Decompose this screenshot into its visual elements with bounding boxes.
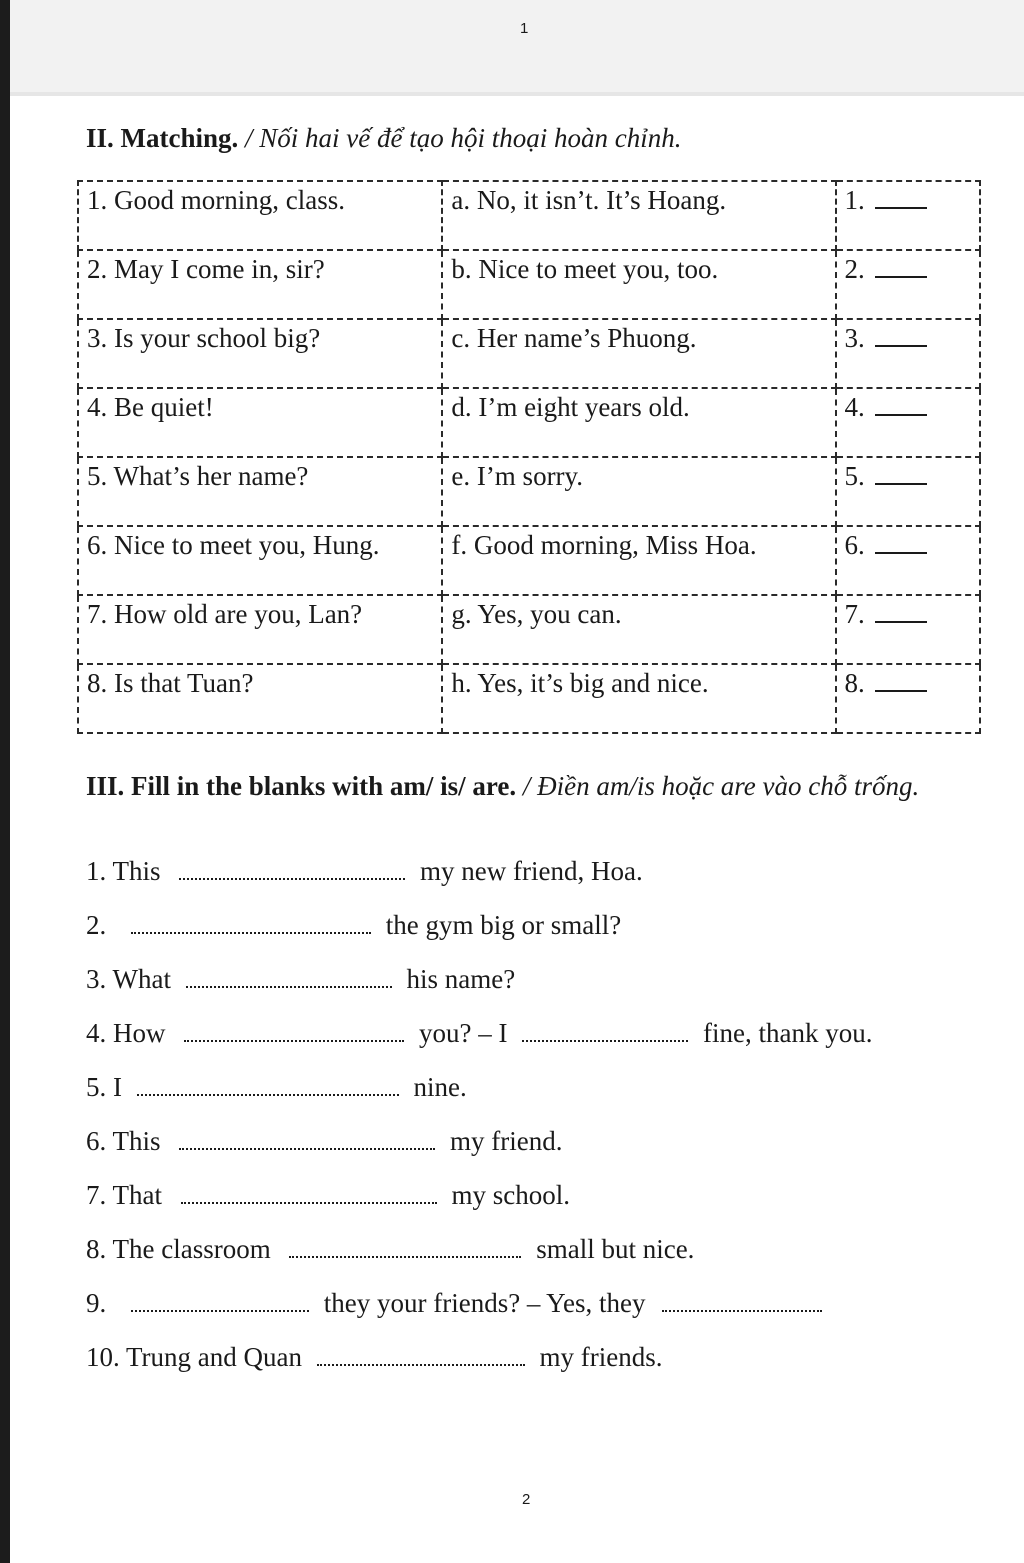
answer-cell[interactable] bbox=[836, 526, 981, 595]
table-row bbox=[78, 526, 980, 595]
blank-field[interactable] bbox=[181, 1182, 437, 1204]
answer-cell[interactable] bbox=[836, 250, 981, 319]
item-text: nine. bbox=[413, 1072, 467, 1102]
table-row bbox=[78, 181, 980, 250]
section-3-instruction: / Điền am/is hoặc are vào chỗ trống. bbox=[516, 771, 920, 801]
answer-number: 7. bbox=[844, 599, 865, 629]
table-row bbox=[78, 319, 980, 388]
blank-field[interactable] bbox=[522, 1020, 688, 1042]
matching-table bbox=[77, 180, 981, 734]
item-text: my friend. bbox=[450, 1126, 563, 1156]
answer-number: 6. bbox=[844, 530, 865, 560]
item-text: 8. The classroom bbox=[86, 1234, 271, 1264]
item-text: 10. Trung and Quan bbox=[86, 1342, 303, 1372]
answer-blank[interactable] bbox=[875, 392, 927, 416]
answer-cell[interactable] bbox=[836, 319, 981, 388]
question-cell: 2. May I come in, sir? bbox=[78, 250, 442, 319]
item-text: 5. I bbox=[86, 1072, 122, 1102]
item-text: my new friend, Hoa. bbox=[420, 856, 643, 886]
section-2-instruction: / Nối hai vế để tạo hội thoại hoàn chỉnh. bbox=[238, 123, 682, 153]
page-number-top: 1 bbox=[520, 20, 529, 37]
answer-blank[interactable] bbox=[875, 599, 927, 623]
list-item bbox=[86, 856, 643, 887]
table-row bbox=[78, 664, 980, 733]
answer-number: 3. bbox=[844, 323, 865, 353]
answer-blank[interactable] bbox=[875, 530, 927, 554]
blank-field[interactable] bbox=[137, 1074, 399, 1096]
blank-field[interactable] bbox=[184, 1020, 404, 1042]
answer-blank[interactable] bbox=[875, 254, 927, 278]
response-cell: b. Nice to meet you, too. bbox=[442, 250, 835, 319]
response-cell: e. I’m sorry. bbox=[442, 457, 835, 526]
item-text: my friends. bbox=[539, 1342, 663, 1372]
answer-cell[interactable] bbox=[836, 664, 981, 733]
answer-blank[interactable] bbox=[875, 668, 927, 692]
item-text: you? – I bbox=[419, 1018, 508, 1048]
blank-field[interactable] bbox=[179, 858, 405, 880]
page-divider bbox=[10, 92, 1024, 96]
table-row bbox=[78, 595, 980, 664]
item-text: his name? bbox=[406, 964, 516, 994]
blank-field[interactable] bbox=[289, 1236, 521, 1258]
answer-blank[interactable] bbox=[875, 461, 927, 485]
item-text: fine, thank you. bbox=[702, 1018, 873, 1048]
response-cell: g. Yes, you can. bbox=[442, 595, 835, 664]
question-cell: 1. Good morning, class. bbox=[78, 181, 442, 250]
response-cell: a. No, it isn’t. It’s Hoang. bbox=[442, 181, 835, 250]
item-text: 4. How bbox=[86, 1018, 166, 1048]
answer-cell[interactable] bbox=[836, 457, 981, 526]
page-number-bottom: 2 bbox=[522, 1491, 531, 1508]
item-text: my school. bbox=[451, 1180, 570, 1210]
table-row bbox=[78, 250, 980, 319]
item-text: 3. What bbox=[86, 964, 171, 994]
blank-field[interactable] bbox=[131, 912, 371, 934]
question-cell: 7. How old are you, Lan? bbox=[78, 595, 442, 664]
item-text: 9. bbox=[86, 1288, 107, 1318]
list-item bbox=[86, 1126, 563, 1157]
answer-number: 8. bbox=[844, 668, 865, 698]
list-item bbox=[86, 1288, 822, 1319]
answer-blank[interactable] bbox=[875, 185, 927, 209]
list-item bbox=[86, 1180, 570, 1211]
blank-field[interactable] bbox=[317, 1344, 525, 1366]
response-cell: c. Her name’s Phuong. bbox=[442, 319, 835, 388]
response-cell: h. Yes, it’s big and nice. bbox=[442, 664, 835, 733]
item-text: 2. bbox=[86, 910, 107, 940]
list-item bbox=[86, 1234, 694, 1265]
list-item bbox=[86, 910, 621, 941]
question-cell: 4. Be quiet! bbox=[78, 388, 442, 457]
section-2-title: II. Matching. bbox=[86, 123, 239, 153]
blank-field[interactable] bbox=[662, 1290, 822, 1312]
answer-cell[interactable] bbox=[836, 181, 981, 250]
answer-number: 4. bbox=[844, 392, 865, 422]
answer-cell[interactable] bbox=[836, 388, 981, 457]
item-text: 1. This bbox=[86, 856, 161, 886]
answer-blank[interactable] bbox=[875, 323, 927, 347]
question-cell: 8. Is that Tuan? bbox=[78, 664, 442, 733]
answer-number: 1. bbox=[844, 185, 865, 215]
section-3-heading bbox=[86, 766, 986, 806]
question-cell: 5. What’s her name? bbox=[78, 457, 442, 526]
section-2-heading bbox=[86, 123, 681, 154]
response-cell: d. I’m eight years old. bbox=[442, 388, 835, 457]
list-item bbox=[86, 1072, 467, 1103]
previous-page-margin bbox=[10, 0, 1024, 92]
table-row bbox=[78, 388, 980, 457]
answer-number: 2. bbox=[844, 254, 865, 284]
item-text: they your friends? – Yes, they bbox=[323, 1288, 646, 1318]
blank-field[interactable] bbox=[186, 966, 392, 988]
item-text: the gym big or small? bbox=[385, 910, 622, 940]
answer-number: 5. bbox=[844, 461, 865, 491]
left-edge-strip bbox=[0, 0, 10, 1563]
answer-cell[interactable] bbox=[836, 595, 981, 664]
response-cell: f. Good morning, Miss Hoa. bbox=[442, 526, 835, 595]
section-3-title: III. Fill in the blanks with am/ is/ are. bbox=[86, 771, 517, 801]
item-text: 7. That bbox=[86, 1180, 162, 1210]
blank-field[interactable] bbox=[179, 1128, 435, 1150]
item-text: small but nice. bbox=[536, 1234, 695, 1264]
item-text: 6. This bbox=[86, 1126, 161, 1156]
list-item bbox=[86, 1018, 872, 1049]
question-cell: 6. Nice to meet you, Hung. bbox=[78, 526, 442, 595]
list-item bbox=[86, 964, 515, 995]
list-item bbox=[86, 1342, 663, 1373]
table-row bbox=[78, 457, 980, 526]
question-cell: 3. Is your school big? bbox=[78, 319, 442, 388]
blank-field[interactable] bbox=[131, 1290, 309, 1312]
